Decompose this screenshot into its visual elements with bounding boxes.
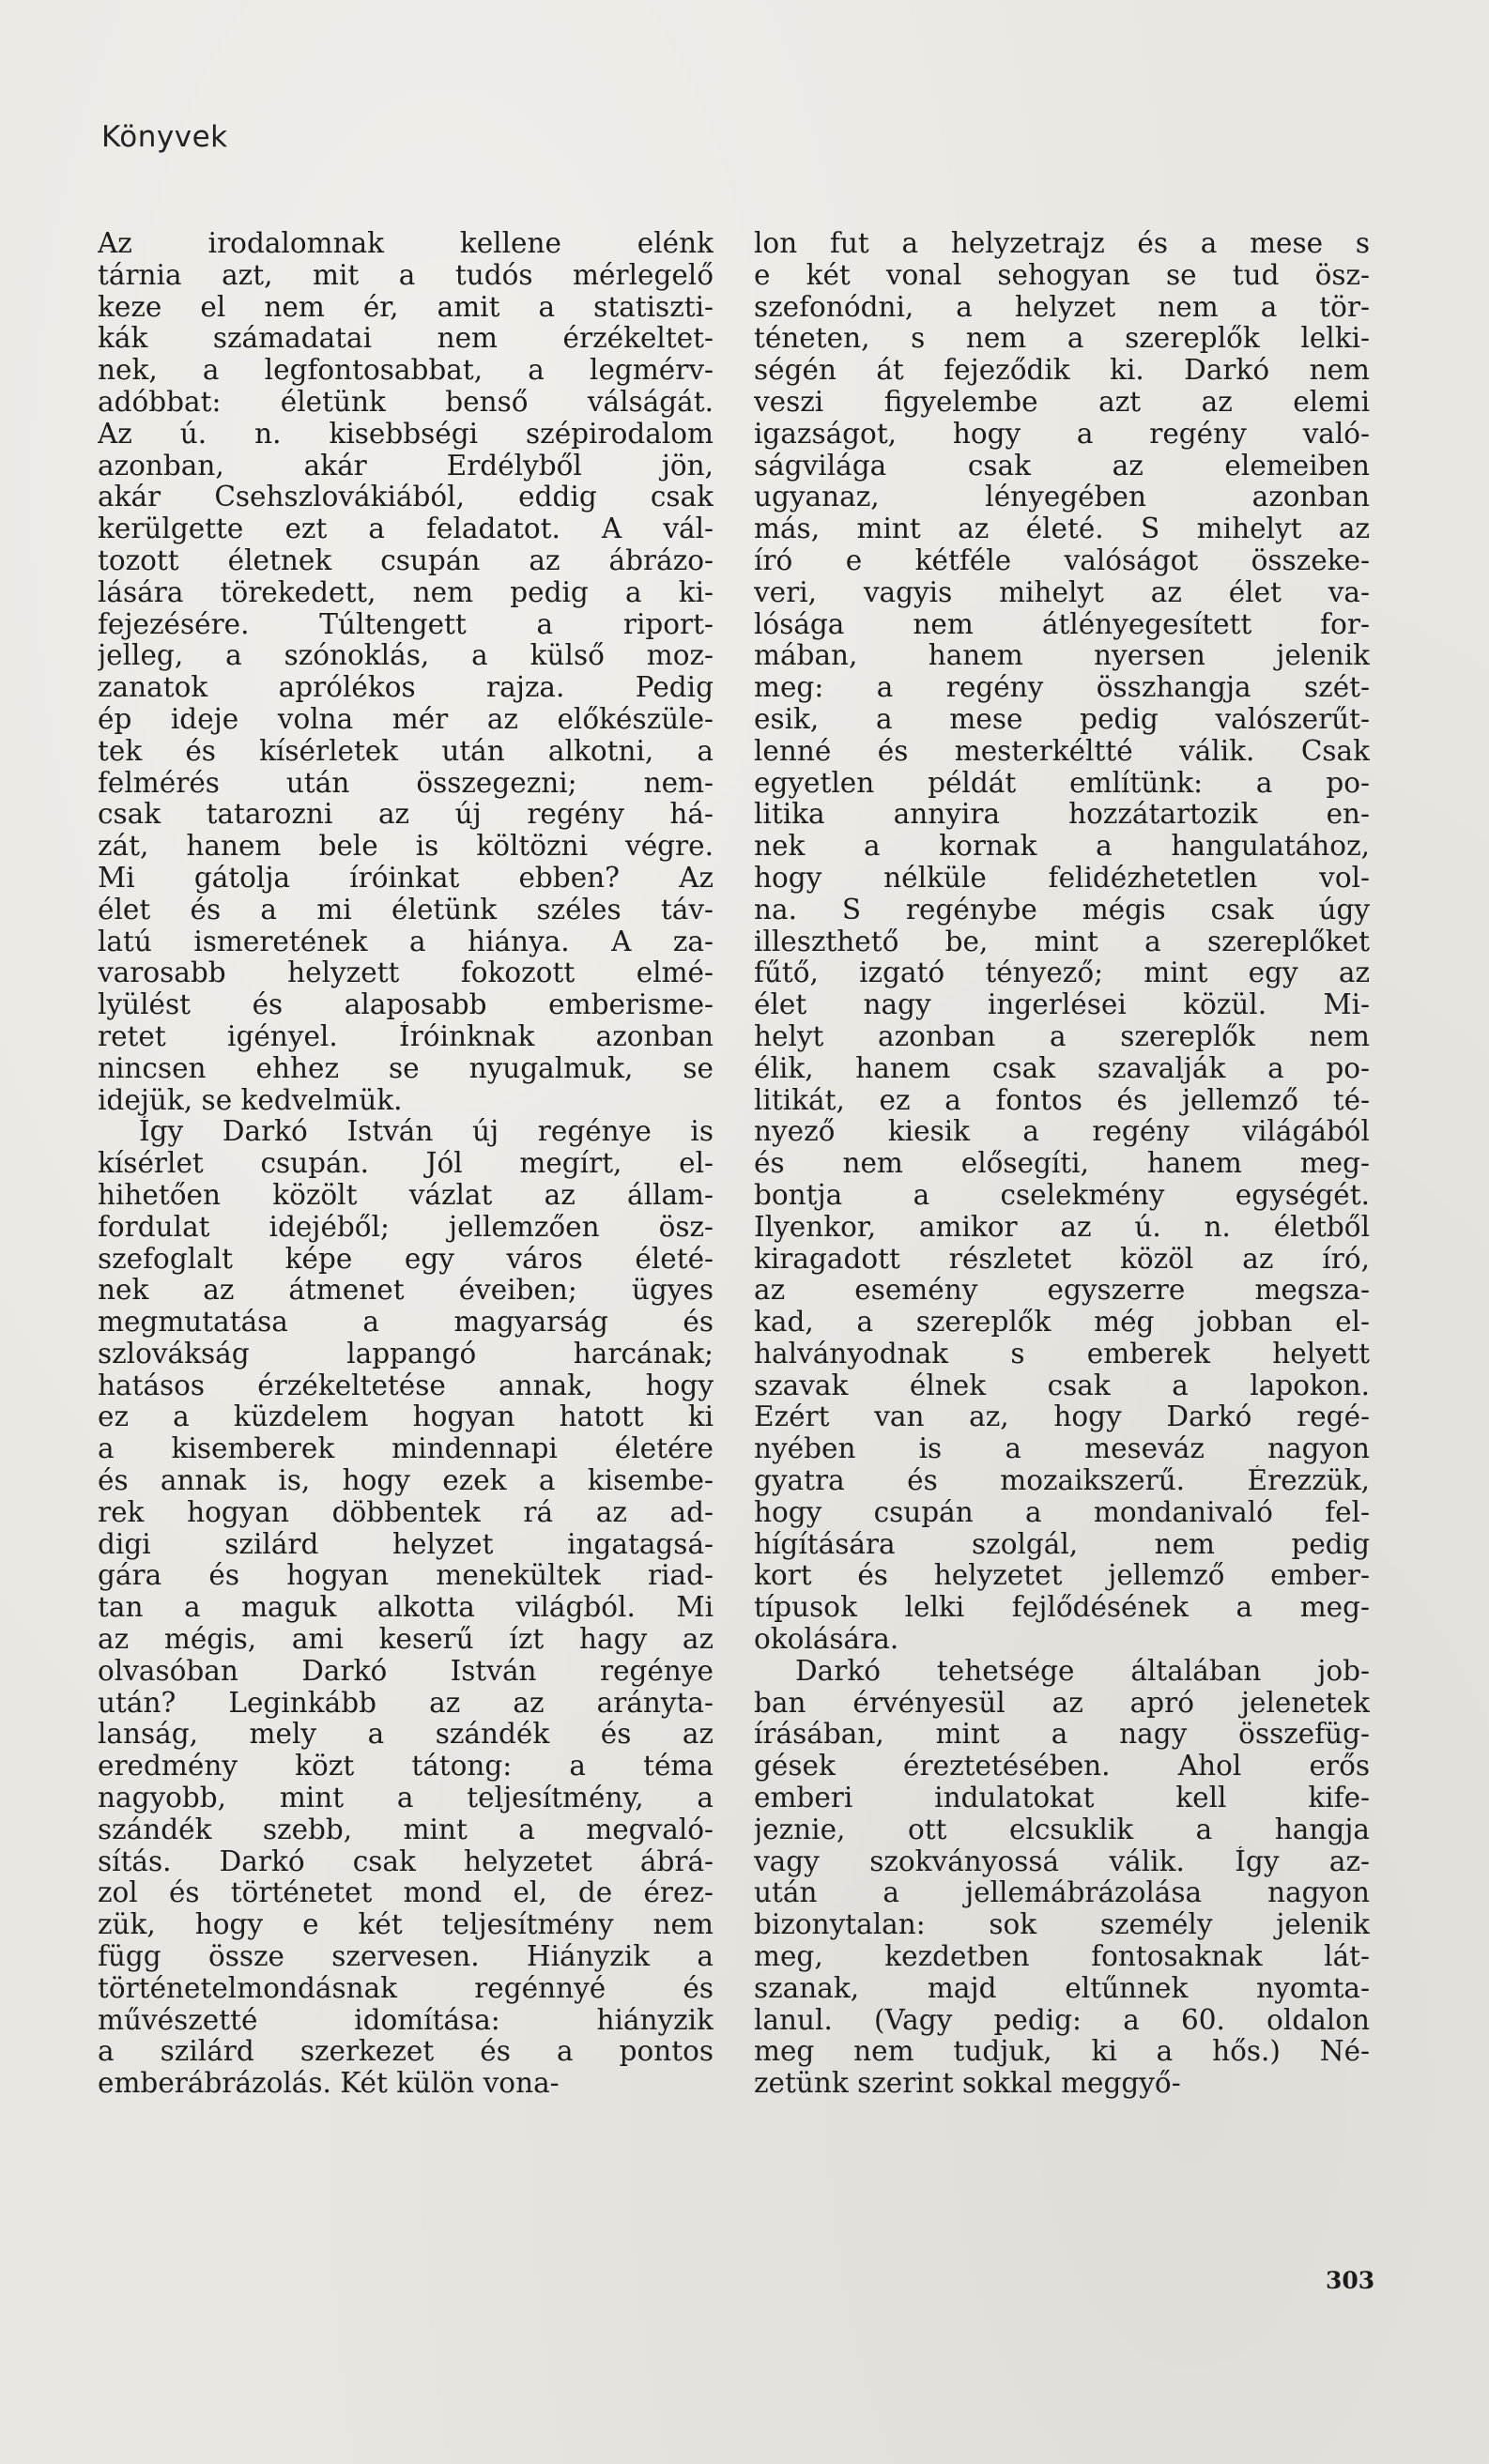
text-line: esik, a mese pedig valószerűt- bbox=[754, 703, 1370, 735]
text-line: zetünk szerint sokkal meggyő- bbox=[754, 2068, 1181, 2100]
text-line: Ezért van az, hogy Darkó regé- bbox=[754, 1401, 1370, 1433]
running-head: Könyvek bbox=[101, 120, 228, 154]
text-line: élet nagy ingerlései közül. Mi- bbox=[754, 989, 1370, 1021]
text-line: idejük, se kedvelmük. bbox=[98, 1084, 403, 1116]
text-line: nyező kiesik a regény világából bbox=[754, 1116, 1370, 1148]
text-line: nek a kornak a hangulatához, bbox=[754, 831, 1370, 863]
text-line: zanatok aprólékos rajza. Pedig bbox=[98, 672, 714, 704]
text-line: emberábrázolás. Két külön vona- bbox=[98, 2068, 560, 2100]
text-line: adóbbat: életünk benső válságát. bbox=[98, 386, 714, 418]
text-line: írásában, mint a nagy összefüg- bbox=[754, 1719, 1370, 1751]
text-line: e két vonal sehogyan se tud ösz- bbox=[754, 259, 1370, 291]
text-line: mában, hanem nyersen jelenik bbox=[754, 640, 1370, 672]
right-column bbox=[754, 228, 1370, 2100]
text-line: lon fut a helyzetrajz és a mese s bbox=[754, 228, 1370, 259]
text-line: hihetően közölt vázlat az állam- bbox=[98, 1179, 714, 1211]
text-line: tek és kísérletek után alkotni, a bbox=[98, 735, 714, 767]
text-line: jeznie, ott elcsuklik a hangja bbox=[754, 1814, 1370, 1845]
text-line: litika annyira hozzátartozik en- bbox=[754, 799, 1370, 831]
text-line: élik, hanem csak szavalják a po- bbox=[754, 1052, 1370, 1084]
text-line: Az irodalomnak kellene elénk bbox=[98, 228, 714, 259]
paragraph bbox=[98, 228, 714, 1116]
text-line: szefonódni, a helyzet nem a tör- bbox=[754, 291, 1370, 323]
text-line: szlovákság lappangó harcának; bbox=[98, 1338, 714, 1370]
text-line: szefoglalt képe egy város életé- bbox=[98, 1243, 714, 1275]
text-line: író e kétféle valóságot összeke- bbox=[754, 544, 1370, 576]
text-line: nincsen ehhez se nyugalmuk, se bbox=[98, 1052, 714, 1084]
text-line: élet és a mi életünk széles táv- bbox=[98, 894, 714, 926]
text-line: meg nem tudjuk, ki a hős.) Né- bbox=[754, 2036, 1370, 2068]
text-line: emberi indulatokat kell kife- bbox=[754, 1783, 1370, 1814]
text-line: a szilárd szerkezet és a pontos bbox=[98, 2036, 714, 2068]
text-line: ságvilága csak az elemeiben bbox=[754, 450, 1370, 482]
left-column bbox=[98, 228, 714, 2100]
text-line: illeszthető be, mint a szereplőket bbox=[754, 926, 1370, 957]
text-line: történetelmondásnak regénnyé és bbox=[98, 1972, 714, 2004]
text-line: gések éreztetésében. Ahol erős bbox=[754, 1751, 1370, 1783]
text-line: Mi gátolja íróinkat ebben? Az bbox=[98, 862, 714, 894]
text-line: függ össze szervesen. Hiányzik a bbox=[98, 1941, 714, 1973]
text-line: helyt azonban a szereplők nem bbox=[754, 1020, 1370, 1052]
text-line: szavak élnek csak a lapokon. bbox=[754, 1370, 1370, 1401]
text-line: nek az átmenet éveiben; ügyes bbox=[98, 1275, 714, 1307]
paragraph bbox=[98, 1116, 714, 2100]
text-line: után? Leginkább az az arányta- bbox=[98, 1687, 714, 1719]
text-line: zük, hogy e két teljesítmény nem bbox=[98, 1909, 714, 1941]
text-line: csak tatarozni az új regény há- bbox=[98, 799, 714, 831]
text-line: hogy csupán a mondanivaló fel- bbox=[754, 1496, 1370, 1528]
text-line: zát, hanem bele is költözni végre. bbox=[98, 831, 714, 863]
text-line: tozott életnek csupán az ábrázo- bbox=[98, 544, 714, 576]
text-line: fejezésére. Túltengett a riport- bbox=[98, 608, 714, 640]
text-line: retet igényel. Íróinknak azonban bbox=[98, 1020, 714, 1052]
text-line: fűtő, izgató tényező; mint egy az bbox=[754, 957, 1370, 989]
text-line: igazságot, hogy a regény való- bbox=[754, 418, 1370, 450]
text-line: felmérés után összegezni; nem- bbox=[98, 767, 714, 799]
text-line: hatásos érzékeltetése annak, hogy bbox=[98, 1370, 714, 1401]
text-line: ugyanaz, lényegében azonban bbox=[754, 482, 1370, 513]
text-line: lenné és mesterkéltté válik. Csak bbox=[754, 735, 1370, 767]
text-line: téneten, s nem a szereplők lelki- bbox=[754, 323, 1370, 355]
text-line: kad, a szereplők még jobban el- bbox=[754, 1307, 1370, 1339]
text-line: veszi figyelembe azt az elemi bbox=[754, 386, 1370, 418]
text-line: nek, a legfontosabbat, a legmérv- bbox=[98, 355, 714, 387]
text-line: varosabb helyzett fokozott elmé- bbox=[98, 957, 714, 989]
text-line: hígítására szolgál, nem pedig bbox=[754, 1528, 1370, 1560]
text-line: nagyobb, mint a teljesítmény, a bbox=[98, 1783, 714, 1814]
text-line: latú ismeretének a hiánya. A za- bbox=[98, 926, 714, 957]
text-line: kísérlet csupán. Jól megírt, el- bbox=[98, 1148, 714, 1180]
paragraph bbox=[754, 228, 1370, 1656]
text-line: a kisemberek mindennapi életére bbox=[98, 1433, 714, 1465]
text-line: után a jellemábrázolása nagyon bbox=[754, 1877, 1370, 1909]
text-line: akár Csehszlovákiából, eddig csak bbox=[98, 482, 714, 513]
text-line: sítás. Darkó csak helyzetet ábrá- bbox=[98, 1845, 714, 1877]
text-line: Ilyenkor, amikor az ú. n. életből bbox=[754, 1211, 1370, 1243]
text-line: az esemény egyszerre megsza- bbox=[754, 1275, 1370, 1307]
text-line: azonban, akár Erdélyből jön, bbox=[98, 450, 714, 482]
text-line: litikát, ez a fontos és jellemző té- bbox=[754, 1084, 1370, 1116]
text-line: zol és történetet mond el, de érez- bbox=[98, 1877, 714, 1909]
text-line: veri, vagyis mihelyt az élet va- bbox=[754, 576, 1370, 608]
text-line: meg: a regény összhangja szét- bbox=[754, 672, 1370, 704]
text-line: tárnia azt, mit a tudós mérlegelő bbox=[98, 259, 714, 291]
text-line: és nem elősegíti, hanem meg- bbox=[754, 1148, 1370, 1180]
text-line: lanság, mely a szándék és az bbox=[98, 1719, 714, 1751]
text-line: jelleg, a szónoklás, a külső moz- bbox=[98, 640, 714, 672]
text-line: kort és helyzetet jellemző ember- bbox=[754, 1560, 1370, 1592]
text-line: kiragadott részletet közöl az író, bbox=[754, 1243, 1370, 1275]
text-line: na. S regénybe mégis csak úgy bbox=[754, 894, 1370, 926]
text-line: keze el nem ér, amit a statiszti- bbox=[98, 291, 714, 323]
text-line: és annak is, hogy ezek a kisembe- bbox=[98, 1465, 714, 1497]
paragraph bbox=[754, 1656, 1370, 2100]
text-line: kák számadatai nem érzékeltet- bbox=[98, 323, 714, 355]
page-number: 303 bbox=[1326, 2267, 1375, 2294]
text-line: nyében is a meseváz nagyon bbox=[754, 1433, 1370, 1465]
text-line: hogy nélküle felidézhetetlen vol- bbox=[754, 862, 1370, 894]
text-line: ségén át fejeződik ki. Darkó nem bbox=[754, 355, 1370, 387]
text-line: szanak, majd eltűnnek nyomta- bbox=[754, 1972, 1370, 2004]
text-line: kerülgette ezt a feladatot. A vál- bbox=[98, 513, 714, 545]
text-line: vagy szokványossá válik. Így az- bbox=[754, 1845, 1370, 1877]
text-line: típusok lelki fejlődésének a meg- bbox=[754, 1592, 1370, 1624]
text-line: megmutatása a magyarság és bbox=[98, 1307, 714, 1339]
text-line: egyetlen példát említünk: a po- bbox=[754, 767, 1370, 799]
text-line: az mégis, ami keserű ízt hagy az bbox=[98, 1624, 714, 1656]
text-line: lósága nem átlényegesített for- bbox=[754, 608, 1370, 640]
text-line: Darkó tehetsége általában job- bbox=[795, 1655, 1370, 1687]
text-line: lyülést és alaposabb emberisme- bbox=[98, 989, 714, 1021]
text-line: gyatra és mozaikszerű. Érezzük, bbox=[754, 1465, 1370, 1497]
text-line: okolására. bbox=[754, 1624, 899, 1656]
text-line: olvasóban Darkó István regénye bbox=[98, 1655, 714, 1687]
text-line: lanul. (Vagy pedig: a 60. oldalon bbox=[754, 2004, 1370, 2036]
text-line: fordulat idejéből; jellemzően ösz- bbox=[98, 1211, 714, 1243]
text-line: meg, kezdetben fontosaknak lát- bbox=[754, 1941, 1370, 1973]
text-line: rek hogyan döbbentek rá az ad- bbox=[98, 1496, 714, 1528]
text-line: ép ideje volna mér az előkészüle- bbox=[98, 703, 714, 735]
text-line: bizonytalan: sok személy jelenik bbox=[754, 1909, 1370, 1941]
text-line: szándék szebb, mint a megvaló- bbox=[98, 1814, 714, 1845]
text-line: más, mint az életé. S mihelyt az bbox=[754, 513, 1370, 545]
text-line: ez a küzdelem hogyan hatott ki bbox=[98, 1401, 714, 1433]
text-line: bontja a cselekmény egységét. bbox=[754, 1179, 1370, 1211]
text-line: digi szilárd helyzet ingatagsá- bbox=[98, 1528, 714, 1560]
text-line: Az ú. n. kisebbségi szépirodalom bbox=[98, 418, 714, 450]
text-line: lására törekedett, nem pedig a ki- bbox=[98, 576, 714, 608]
text-line: tan a maguk alkotta világból. Mi bbox=[98, 1592, 714, 1624]
text-line: gára és hogyan menekültek riad- bbox=[98, 1560, 714, 1592]
text-line: halványodnak s emberek helyett bbox=[754, 1338, 1370, 1370]
text-line: ban érvényesül az apró jelenetek bbox=[754, 1687, 1370, 1719]
text-line: Így Darkó István új regénye is bbox=[139, 1116, 714, 1148]
text-line: művészetté idomítása: hiányzik bbox=[98, 2004, 714, 2036]
text-line: eredmény közt tátong: a téma bbox=[98, 1751, 714, 1783]
